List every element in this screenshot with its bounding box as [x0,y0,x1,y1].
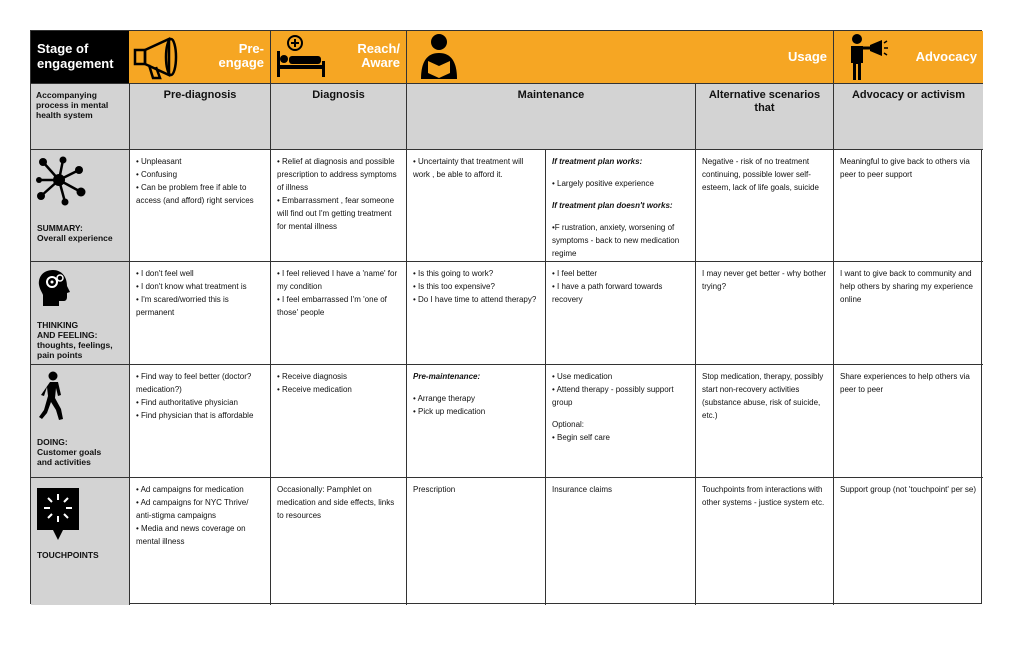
column-header-pre-diagnosis: Pre-diagnosis [129,83,270,149]
row-label-thinking-feeling-text: THINKING AND FEELING: thoughts, feelings, pain points [37,320,113,360]
text-line: • I don't feel well [136,269,194,278]
row-label-summary-text: SUMMARY: Overall experience [37,223,113,243]
cell-doing-diagnosis [270,364,406,477]
text-line: • Receive medication [277,385,352,394]
cell-touchpoints-pre-diagnosis [129,477,270,605]
walking-person-icon [37,371,69,421]
cell-thinking-pre-maintenance [406,261,545,364]
cell-touchpoints-maintenance [545,477,695,605]
text-line: I want to give back to community and help others by sharing my experience online [840,269,973,304]
text-line: • I have a path forward towards recovery [552,282,663,304]
text-line: • Can be problem free if able to access (and afford) right services [136,183,254,205]
cell-doing-pre-diagnosis [129,364,270,477]
row-label-doing [31,364,129,477]
text-line: • Arrange therapy [413,394,475,403]
stage-label-reach-aware: Reach/ Aware [357,41,400,70]
cell-thinking-pre-diagnosis [129,261,270,364]
text-line: If treatment plan doesn't works: [552,201,673,210]
stage-pre-engage [129,31,270,83]
cell-touchpoints-alternative [695,477,833,605]
text-line: • I don't know what treatment is [136,282,247,291]
text-line: •F rustration, anxiety, worsening of symptoms - back to new medication regime [552,223,680,258]
row-label-thinking-feeling [31,261,129,364]
cell-summary-diagnosis [270,149,406,261]
cell-touchpoints-pre-maintenance [406,477,545,605]
cell-thinking-alternative [695,261,833,364]
hospital-bed-icon [275,35,329,79]
text-line: • Ad campaigns for medication [136,485,244,494]
cell-summary-alternative [695,149,833,261]
text-line: • I feel better [552,269,598,278]
text-line: • Embarrassment , fear someone will find out I'm getting treatment for mental illness [277,196,395,231]
text-line: Touchpoints from interactions with other systems - justice system etc. [702,485,825,507]
cell-doing-pre-maintenance [406,364,545,477]
cell-thinking-advocacy [833,261,983,364]
stage-label-pre-engage: Pre- engage [218,41,264,70]
text-line: Optional: [552,420,585,429]
accompanying-process-text: Accompanying process in mental health system [36,90,109,120]
stage-of-engagement-title [31,31,129,83]
text-line: Insurance claims [552,485,613,494]
text-line: • Receive diagnosis [277,372,347,381]
column-header-diagnosis: Diagnosis [270,83,406,149]
column-header-advocacy-activism: Advocacy or activism [833,83,983,149]
text-line: • I'm scared/worried this is permanent [136,295,229,317]
text-line: • Find authoritative physician [136,398,238,407]
cell-touchpoints-diagnosis [270,477,406,605]
cell-summary-pre-maintenance [406,149,545,261]
text-line: Share experiences to help others via peer to peer [840,372,970,394]
text-line: • Is this going to work? [413,269,494,278]
stage-of-engagement-text: Stage of engagement [37,41,114,71]
text-line: • Media and news coverage on mental illness [136,524,246,546]
column-header-maintenance: Maintenance [406,83,695,149]
text-line: • Do I have time to attend therapy? [413,295,537,304]
row-label-summary [31,149,129,261]
text-line: Meaningful to give back to others via peer to peer support [840,157,970,179]
cell-doing-advocacy [833,364,983,477]
touch-burst-icon [35,486,81,542]
head-with-gears-icon [37,268,73,308]
text-line: • Is this too expensive? [413,282,495,291]
stage-label-advocacy: Advocacy [915,49,977,64]
cell-doing-alternative [695,364,833,477]
stage-label-usage: Usage [787,49,827,64]
customer-journey-map [30,30,982,604]
text-line: • I feel relieved I have a 'name' for my condition [277,269,398,291]
speaker-with-bullhorn-icon [848,33,888,81]
cell-thinking-diagnosis [270,261,406,364]
column-header-alternative-scenarios: Alternative scenarios that [695,83,833,149]
text-line: • Begin self care [552,433,610,442]
cell-thinking-maintenance [545,261,695,364]
text-line: • Find way to feel better (doctor? medication?) [136,372,252,394]
cell-summary-pre-diagnosis [129,149,270,261]
cell-summary-maintenance [545,149,695,261]
text-line: • Unpleasant [136,157,182,166]
stage-usage [406,31,833,83]
megaphone-icon [133,36,185,80]
text-line: If treatment plan works: [552,157,643,166]
cell-touchpoints-advocacy [833,477,983,605]
accompanying-process-label [31,83,129,149]
text-line: Pre-maintenance: [413,372,481,381]
text-line: • Attend therapy - possibly support group [552,385,674,407]
text-line: Stop medication, therapy, possibly start non-recovery activities (substance abuse, risk of suicide, etc.) [702,372,824,420]
text-line: • Pick up medication [413,407,486,416]
stage-advocacy [833,31,983,83]
row-label-touchpoints-text: TOUCHPOINTS [37,550,99,560]
stage-reach-aware [270,31,406,83]
text-line: • Confusing [136,170,178,179]
text-line: • Ad campaigns for NYC Thrive/ anti-stigma campaigns [136,498,249,520]
row-label-doing-text: DOING: Customer goals and activities [37,437,102,467]
text-line: Support group (not 'touchpoint' per se) [840,485,977,494]
row-label-touchpoints [31,477,129,605]
text-line: • Use medication [552,372,613,381]
person-reading-icon [414,33,464,81]
text-line: Prescription [413,485,456,494]
text-line: • I feel embarrassed I'm 'one of those' people [277,295,387,317]
text-line: Occasionally: Pamphlet on medication and side effects, links to resources [277,485,395,520]
text-line: • Relief at diagnosis and possible prescription to address symptoms of illness [277,157,397,192]
cell-doing-maintenance [545,364,695,477]
text-line: Negative - risk of no treatment continuing, possible lower self-esteem, lack of life goals, suicide [702,157,819,192]
text-line: • Uncertainty that treatment will work , be able to afford it. [413,157,524,179]
cell-summary-advocacy [833,149,983,261]
text-line: I may never get better - why bother trying? [702,269,827,291]
text-line: • Find physician that is affordable [136,411,254,420]
network-nodes-icon [35,156,87,206]
text-line: • Largely positive experience [552,179,654,188]
